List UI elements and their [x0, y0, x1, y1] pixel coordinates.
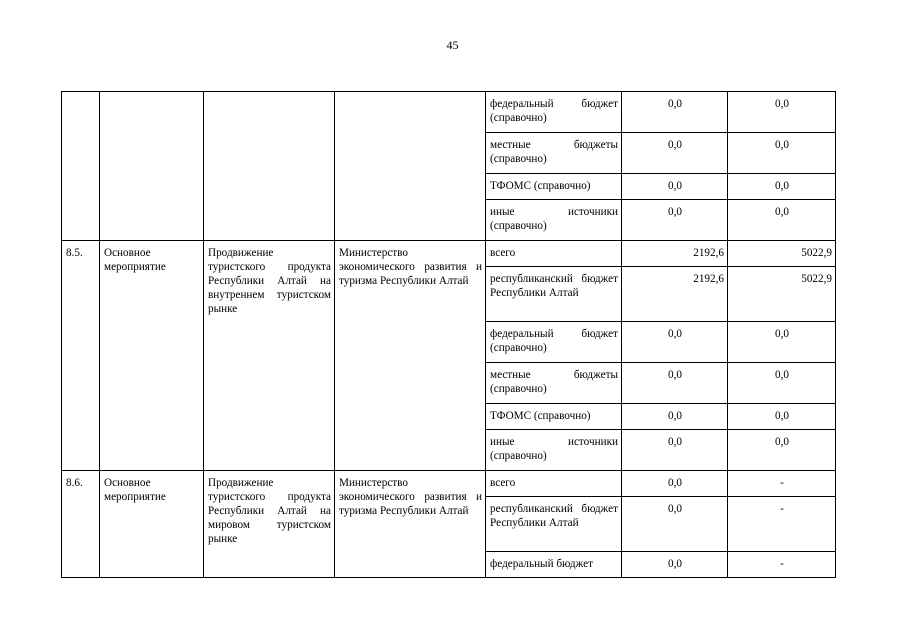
cell-value-2: 0,0	[728, 92, 836, 133]
cell-executor: Министерство экономического развития и туризма Республики Алтай	[335, 471, 486, 578]
page-number: 45	[446, 38, 459, 52]
cell-executor: Министерство экономического развития и туризма Республики Алтай	[335, 241, 486, 471]
table-row	[62, 471, 836, 497]
cell-source: ТФОМС (справочно)	[486, 404, 622, 430]
cell-num: 8.5.	[62, 241, 100, 471]
cell-value-1: 0,0	[622, 404, 728, 430]
cell-value-1: 2192,6	[622, 267, 728, 322]
cell-source: иные источники (справочно)	[486, 200, 622, 241]
cell-name: Продвижение туристского продукта Республики Алтай на внутреннем туристском рынке	[204, 241, 335, 471]
cell-executor	[335, 92, 486, 241]
cell-value-2: -	[728, 471, 836, 497]
table-row	[62, 241, 836, 267]
cell-num: 8.6.	[62, 471, 100, 578]
cell-value-1: 0,0	[622, 92, 728, 133]
cell-value-1: 0,0	[622, 174, 728, 200]
cell-value-1: 0,0	[622, 471, 728, 497]
cell-source: республиканский бюджет Республики Алтай	[486, 497, 622, 552]
cell-type	[100, 92, 204, 241]
cell-source: ТФОМС (справочно)	[486, 174, 622, 200]
cell-type: Основное мероприятие	[100, 471, 204, 578]
cell-source: федеральный бюджет (справочно)	[486, 92, 622, 133]
cell-name	[204, 92, 335, 241]
cell-source: республиканский бюджет Республики Алтай	[486, 267, 622, 322]
cell-value-2: -	[728, 497, 836, 552]
cell-value-1: 0,0	[622, 200, 728, 241]
cell-value-1: 0,0	[622, 552, 728, 578]
cell-num	[62, 92, 100, 241]
cell-value-2: 0,0	[728, 174, 836, 200]
budget-table	[61, 91, 836, 578]
cell-value-2: 0,0	[728, 430, 836, 471]
cell-source: всего	[486, 241, 622, 267]
cell-value-2: 0,0	[728, 322, 836, 363]
cell-value-1: 0,0	[622, 430, 728, 471]
cell-source: местные бюджеты (справочно)	[486, 363, 622, 404]
cell-value-2: -	[728, 552, 836, 578]
cell-source: местные бюджеты (справочно)	[486, 133, 622, 174]
cell-value-2: 5022,9	[728, 267, 836, 322]
cell-source: иные источники (справочно)	[486, 430, 622, 471]
cell-value-2: 0,0	[728, 404, 836, 430]
cell-source: всего	[486, 471, 622, 497]
cell-type: Основное мероприятие	[100, 241, 204, 471]
cell-value-2: 0,0	[728, 133, 836, 174]
cell-value-1: 2192,6	[622, 241, 728, 267]
cell-name: Продвижение туристского продукта Республики Алтай на мировом туристском рынке	[204, 471, 335, 578]
cell-value-1: 0,0	[622, 363, 728, 404]
cell-value-1: 0,0	[622, 322, 728, 363]
cell-value-1: 0,0	[622, 497, 728, 552]
cell-source: федеральный бюджет	[486, 552, 622, 578]
cell-value-1: 0,0	[622, 133, 728, 174]
cell-value-2: 0,0	[728, 363, 836, 404]
table-row	[62, 92, 836, 133]
cell-source: федеральный бюджет (справочно)	[486, 322, 622, 363]
cell-value-2: 5022,9	[728, 241, 836, 267]
cell-value-2: 0,0	[728, 200, 836, 241]
